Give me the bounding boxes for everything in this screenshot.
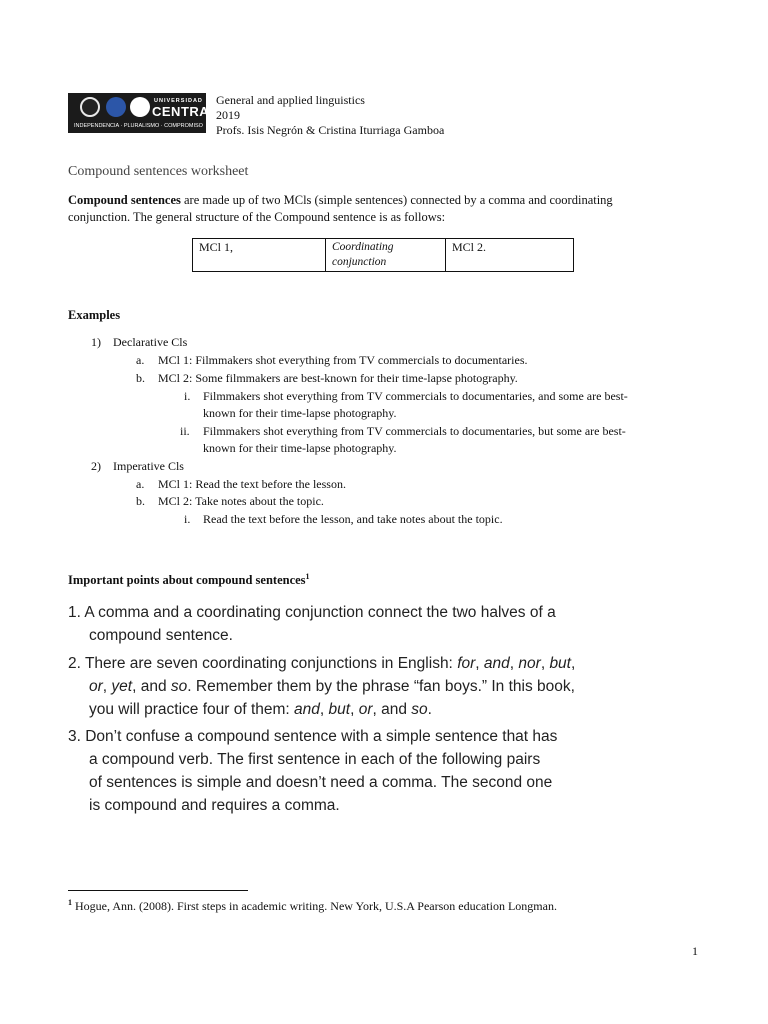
- structure-cell-mcl2: MCl 2.: [446, 239, 574, 272]
- p2-conj: but: [328, 701, 351, 718]
- point-1: [68, 601, 628, 647]
- p2-conj: so: [170, 678, 188, 695]
- example-label: Read the text before the lesson, and take notes about the topic.: [203, 512, 503, 526]
- footnote-divider: [68, 890, 248, 891]
- point-2-line-1: [68, 652, 628, 675]
- point-3-line-1: 3. Don’t confuse a compound sentence with a simple sentence that has: [68, 728, 558, 745]
- example-label: Imperative Cls: [113, 459, 184, 473]
- points-heading: [68, 568, 310, 589]
- p2-text: you will practice four of them:: [89, 701, 295, 718]
- conjunction-line-2: conjunction: [332, 256, 387, 268]
- p2-text: , and: [132, 678, 171, 695]
- example-number: 1): [91, 335, 101, 349]
- university-logo: [68, 93, 218, 133]
- p2-text: ,: [102, 678, 112, 695]
- point-2-line-3: [68, 698, 628, 721]
- footnote-ref: 1: [305, 572, 310, 581]
- example-label: known for their time-lapse photography.: [203, 406, 397, 420]
- point-1-line-1: 1. A comma and a coordinating conjunction connect the two halves of a: [68, 604, 556, 621]
- p2-text: .: [427, 701, 432, 718]
- points-heading-text: Important points about compound sentences: [68, 573, 306, 588]
- point-3-line-4: is compound and requires a comma.: [89, 797, 340, 814]
- logo-name-text: CENTRAL: [152, 104, 218, 119]
- intro-text-1: are made up of two MCls (simple sentences) connected by a comma and coordinating: [180, 193, 613, 207]
- example-number: i.: [184, 512, 191, 526]
- p2-text: 2. There are seven coordinating conjunctions in English:: [68, 655, 458, 672]
- structure-cell-conjunction: [326, 239, 446, 272]
- example-label: MCl 1: Read the text before the lesson.: [158, 477, 346, 491]
- point-3: [68, 725, 628, 817]
- white-circle-icon: [130, 97, 150, 117]
- example-number: a.: [136, 353, 145, 367]
- course-name: General and applied linguistics: [216, 93, 365, 107]
- intro-line-1: [68, 192, 613, 209]
- example-number: b.: [136, 494, 145, 508]
- p2-conj: and: [483, 655, 510, 672]
- globe-icon: [80, 97, 100, 117]
- point-3-line-2: a compound verb. The first sentence in each of the following pairs: [89, 751, 541, 768]
- p2-conj: or: [89, 678, 103, 695]
- p2-text: . Remember them by the phrase “fan boys.” In this book,: [187, 678, 575, 695]
- example-label: known for their time-lapse photography.: [203, 441, 397, 455]
- structure-table: [192, 238, 574, 272]
- logo-motto: INDEPENDENCIA · PLURALISMO · COMPROMISO: [74, 123, 203, 129]
- point-1-line-2: compound sentence.: [89, 627, 233, 644]
- footnote-text: Hogue, Ann. (2008). First steps in academic writing. New York, U.S.A Pearson education Longman.: [72, 899, 557, 913]
- page-number: 1: [692, 944, 698, 958]
- conjunction-line-1: Coordinating: [332, 241, 394, 253]
- example-label: Declarative Cls: [113, 335, 188, 349]
- intro-bold-term: Compound sentences: [68, 193, 181, 207]
- footnote: [68, 898, 557, 914]
- example-number: 2): [91, 459, 101, 473]
- point-2-line-2: [68, 675, 628, 698]
- course-year: 2019: [216, 108, 240, 122]
- structure-cell-mcl1: MCl 1,: [193, 239, 326, 272]
- p2-conj: yet: [111, 678, 133, 695]
- p2-text: ,: [350, 701, 359, 718]
- example-label: MCl 1: Filmmakers shot everything from TV commercials to documentaries.: [158, 353, 528, 367]
- example-number: i.: [184, 389, 191, 403]
- logo-university-text: UNIVERSIDAD: [154, 98, 203, 104]
- p2-text: ,: [319, 701, 329, 718]
- p2-text: ,: [571, 655, 576, 672]
- point-3-line-3: of sentences is simple and doesn’t need a comma. The second one: [89, 774, 553, 791]
- p2-text: , and: [372, 701, 412, 718]
- p2-conj: so: [411, 701, 428, 718]
- example-label: MCl 2: Take notes about the topic.: [158, 494, 324, 508]
- blue-circle-icon: [106, 97, 126, 117]
- p2-text: ,: [475, 655, 484, 672]
- p2-conj: nor: [518, 655, 541, 672]
- p2-conj: for: [457, 655, 476, 672]
- p2-conj: and: [294, 701, 320, 718]
- example-label: Filmmakers shot everything from TV commercials to documentaries, and some are best-: [203, 389, 628, 403]
- point-2: [68, 652, 628, 721]
- professors: Profs. Isis Negrón & Cristina Iturriaga Gamboa: [216, 123, 445, 137]
- example-number: a.: [136, 477, 145, 491]
- examples-heading: Examples: [68, 308, 121, 322]
- example-number: b.: [136, 371, 145, 385]
- p2-conj: or: [358, 701, 373, 718]
- p2-text: ,: [509, 655, 519, 672]
- p2-conj: but: [549, 655, 571, 672]
- footnote-mark: 1: [68, 898, 72, 907]
- example-label: MCl 2: Some filmmakers are best-known for their time-lapse photography.: [158, 371, 518, 385]
- example-number: ii.: [180, 424, 190, 438]
- example-label: Filmmakers shot everything from TV commercials to documentaries, but some are best-: [203, 424, 626, 438]
- p2-text: ,: [540, 655, 550, 672]
- intro-line-2: conjunction. The general structure of the Compound sentence is as follows:: [68, 210, 446, 224]
- page-title: Compound sentences worksheet: [68, 164, 249, 179]
